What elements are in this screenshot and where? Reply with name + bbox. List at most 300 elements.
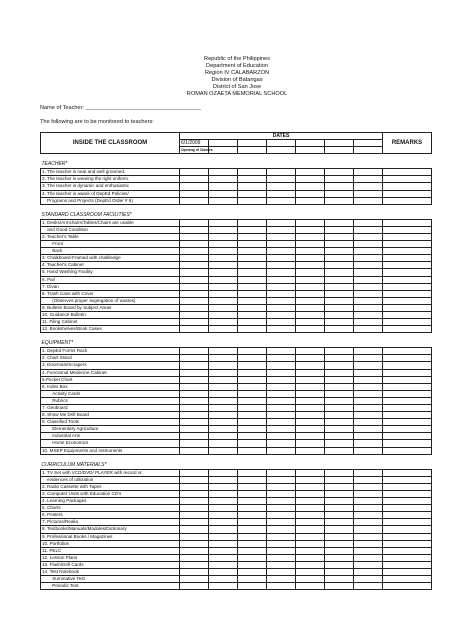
date-check-cell[interactable] (296, 469, 325, 476)
date-check-cell[interactable] (238, 476, 267, 483)
date-check-cell[interactable] (325, 290, 354, 297)
date-check-cell[interactable] (325, 419, 354, 426)
date-check-cell[interactable] (325, 405, 354, 412)
date-check-cell[interactable] (325, 440, 354, 447)
date-check-cell[interactable] (267, 241, 296, 248)
date-check-cell[interactable] (209, 362, 238, 369)
date-check-cell[interactable] (238, 483, 267, 490)
date-check-cell[interactable] (296, 412, 325, 419)
remarks-cell[interactable] (383, 505, 432, 512)
date-check-cell[interactable] (325, 412, 354, 419)
date-check-cell[interactable] (325, 583, 354, 590)
date-check-cell[interactable] (296, 362, 325, 369)
date-check-cell[interactable] (325, 326, 354, 333)
date-check-cell[interactable] (267, 362, 296, 369)
date-check-cell[interactable] (267, 540, 296, 547)
date-check-cell[interactable] (238, 262, 267, 269)
date-check-cell[interactable] (354, 176, 383, 183)
date-check-cell[interactable] (209, 376, 238, 383)
date-check-cell[interactable] (296, 190, 325, 197)
date-check-cell[interactable] (238, 297, 267, 304)
remarks-cell[interactable] (383, 447, 432, 454)
date-check-cell[interactable] (209, 412, 238, 419)
date-check-cell[interactable] (238, 426, 267, 433)
date-check-cell[interactable] (354, 219, 383, 226)
remarks-cell[interactable] (383, 476, 432, 483)
date-check-cell[interactable] (354, 169, 383, 176)
date-check-cell[interactable] (325, 219, 354, 226)
date-check-cell[interactable] (296, 540, 325, 547)
date-check-cell[interactable] (296, 348, 325, 355)
date-check-cell[interactable] (209, 426, 238, 433)
date-check-cell[interactable] (180, 547, 209, 554)
date-check-cell[interactable] (296, 576, 325, 583)
remarks-cell[interactable] (383, 426, 432, 433)
date-check-cell[interactable] (238, 498, 267, 505)
date-check-cell[interactable] (296, 547, 325, 554)
date-check-cell[interactable] (354, 397, 383, 404)
date-check-cell[interactable] (267, 376, 296, 383)
date-check-cell[interactable] (238, 176, 267, 183)
date-check-cell[interactable] (325, 512, 354, 519)
date-check-cell[interactable] (354, 583, 383, 590)
date-check-cell[interactable] (209, 540, 238, 547)
date-check-cell[interactable] (180, 183, 209, 190)
date-check-cell[interactable] (325, 433, 354, 440)
date-check-cell[interactable] (238, 255, 267, 262)
date-check-cell[interactable] (209, 469, 238, 476)
date-check-cell[interactable] (209, 183, 238, 190)
date-check-cell[interactable] (209, 348, 238, 355)
remarks-cell[interactable] (383, 469, 432, 476)
date-check-cell[interactable] (209, 583, 238, 590)
date-check-cell[interactable] (209, 397, 238, 404)
date-check-cell[interactable] (238, 490, 267, 497)
date-check-cell[interactable] (209, 476, 238, 483)
date-check-cell[interactable] (325, 348, 354, 355)
date-check-cell[interactable] (354, 576, 383, 583)
remarks-cell[interactable] (383, 519, 432, 526)
date-check-cell[interactable] (325, 369, 354, 376)
date-check-cell[interactable] (267, 483, 296, 490)
date-check-cell[interactable] (267, 405, 296, 412)
date-check-cell[interactable] (267, 526, 296, 533)
date-check-cell[interactable] (209, 547, 238, 554)
date-check-cell[interactable] (180, 390, 209, 397)
date-check-cell[interactable] (325, 383, 354, 390)
date-check-cell[interactable] (238, 419, 267, 426)
date-check-cell[interactable] (209, 505, 238, 512)
date-check-cell[interactable] (267, 440, 296, 447)
date-check-cell[interactable] (325, 426, 354, 433)
date-check-cell[interactable] (267, 290, 296, 297)
date-check-cell[interactable] (267, 533, 296, 540)
date-check-cell[interactable] (296, 583, 325, 590)
date-check-cell[interactable] (267, 554, 296, 561)
remarks-cell[interactable] (383, 568, 432, 575)
date-check-cell[interactable] (238, 319, 267, 326)
date-check-cell[interactable] (209, 319, 238, 326)
date-check-cell[interactable] (180, 355, 209, 362)
date-check-cell[interactable] (180, 426, 209, 433)
date-check-cell[interactable] (180, 290, 209, 297)
date-check-cell[interactable] (354, 226, 383, 233)
date-check-cell[interactable] (267, 561, 296, 568)
remarks-cell[interactable] (383, 169, 432, 176)
date-check-cell[interactable] (354, 426, 383, 433)
date-check-cell[interactable] (267, 348, 296, 355)
remarks-cell[interactable] (383, 376, 432, 383)
remarks-cell[interactable] (383, 383, 432, 390)
date-check-cell[interactable] (180, 583, 209, 590)
date-check-cell[interactable] (296, 233, 325, 240)
date-check-cell[interactable] (325, 190, 354, 197)
remarks-cell[interactable] (383, 419, 432, 426)
date-check-cell[interactable] (325, 255, 354, 262)
date-check-cell[interactable] (325, 490, 354, 497)
date-check-cell[interactable] (180, 176, 209, 183)
date-check-cell[interactable] (238, 348, 267, 355)
date-check-cell[interactable] (267, 547, 296, 554)
date-check-cell[interactable] (267, 369, 296, 376)
date-check-cell[interactable] (354, 248, 383, 255)
date-check-cell[interactable] (267, 276, 296, 283)
date-check-cell[interactable] (238, 233, 267, 240)
date-check-cell[interactable] (238, 219, 267, 226)
date-check-cell[interactable] (209, 576, 238, 583)
remarks-cell[interactable] (383, 440, 432, 447)
date-check-cell[interactable] (238, 568, 267, 575)
date-check-cell[interactable] (354, 262, 383, 269)
date-check-cell[interactable] (180, 226, 209, 233)
date-check-cell[interactable] (209, 433, 238, 440)
date-check-cell[interactable] (296, 447, 325, 454)
date-check-cell[interactable] (296, 369, 325, 376)
date-check-cell[interactable] (296, 255, 325, 262)
date-check-cell[interactable] (325, 362, 354, 369)
date-check-cell[interactable] (296, 248, 325, 255)
date-check-cell[interactable] (267, 169, 296, 176)
date-check-cell[interactable] (267, 248, 296, 255)
date-check-cell[interactable] (209, 383, 238, 390)
remarks-cell[interactable] (383, 255, 432, 262)
date-check-cell[interactable] (209, 355, 238, 362)
date-check-cell[interactable] (296, 311, 325, 318)
date-check-cell[interactable] (296, 512, 325, 519)
date-check-cell[interactable] (296, 505, 325, 512)
date-check-cell[interactable] (180, 319, 209, 326)
date-check-cell[interactable] (180, 369, 209, 376)
date-check-cell[interactable] (354, 190, 383, 197)
date-check-cell[interactable] (325, 241, 354, 248)
date-check-cell[interactable] (238, 248, 267, 255)
date-check-cell[interactable] (296, 262, 325, 269)
date-check-cell[interactable] (354, 526, 383, 533)
date-check-cell[interactable] (354, 383, 383, 390)
remarks-cell[interactable] (383, 561, 432, 568)
date-check-cell[interactable] (209, 241, 238, 248)
remarks-cell[interactable] (383, 190, 432, 197)
date-check-cell[interactable] (180, 419, 209, 426)
date-check-cell[interactable] (325, 183, 354, 190)
date-check-cell[interactable] (354, 390, 383, 397)
date-check-cell[interactable] (354, 540, 383, 547)
date-check-cell[interactable] (325, 376, 354, 383)
date-check-cell[interactable] (267, 233, 296, 240)
date-check-cell[interactable] (209, 369, 238, 376)
date-check-cell[interactable] (180, 269, 209, 276)
date-check-cell[interactable] (296, 440, 325, 447)
date-check-cell[interactable] (354, 547, 383, 554)
date-check-cell[interactable] (354, 412, 383, 419)
date-check-cell[interactable] (296, 426, 325, 433)
date-check-cell[interactable] (180, 412, 209, 419)
remarks-cell[interactable] (383, 348, 432, 355)
date-check-cell[interactable] (209, 290, 238, 297)
date-check-cell[interactable] (180, 219, 209, 226)
remarks-cell[interactable] (383, 297, 432, 304)
date-check-cell[interactable] (267, 355, 296, 362)
date-check-cell[interactable] (180, 248, 209, 255)
date-check-cell[interactable] (354, 376, 383, 383)
date-check-cell[interactable] (238, 326, 267, 333)
date-check-cell[interactable] (180, 512, 209, 519)
date-check-cell[interactable] (354, 447, 383, 454)
date-check-cell[interactable] (296, 290, 325, 297)
date-check-cell[interactable] (238, 583, 267, 590)
date-check-cell[interactable] (296, 241, 325, 248)
date-check-cell[interactable] (325, 568, 354, 575)
date-check-cell[interactable] (354, 326, 383, 333)
date-check-cell[interactable] (267, 283, 296, 290)
remarks-cell[interactable] (383, 248, 432, 255)
remarks-cell[interactable] (383, 326, 432, 333)
date-check-cell[interactable] (238, 190, 267, 197)
date-check-cell[interactable] (209, 226, 238, 233)
date-check-cell[interactable] (267, 476, 296, 483)
date-check-cell[interactable] (267, 176, 296, 183)
date-check-cell[interactable] (180, 348, 209, 355)
date-check-cell[interactable] (267, 297, 296, 304)
date-check-cell[interactable] (325, 526, 354, 533)
date-check-cell[interactable] (238, 383, 267, 390)
date-check-cell[interactable] (238, 512, 267, 519)
date-check-cell[interactable] (238, 576, 267, 583)
date-check-cell[interactable] (180, 447, 209, 454)
date-check-cell[interactable] (180, 433, 209, 440)
date-check-cell[interactable] (209, 526, 238, 533)
remarks-cell[interactable] (383, 304, 432, 311)
date-check-cell[interactable] (180, 554, 209, 561)
date-check-cell[interactable] (180, 304, 209, 311)
date-check-cell[interactable] (325, 547, 354, 554)
remarks-cell[interactable] (383, 319, 432, 326)
date-check-cell[interactable] (209, 219, 238, 226)
remarks-cell[interactable] (383, 554, 432, 561)
date-check-cell[interactable] (354, 512, 383, 519)
date-check-cell[interactable] (325, 319, 354, 326)
date-check-cell[interactable] (267, 505, 296, 512)
remarks-cell[interactable] (383, 219, 432, 226)
date-check-cell[interactable] (209, 440, 238, 447)
date-check-cell[interactable] (325, 297, 354, 304)
date-check-cell[interactable] (354, 241, 383, 248)
date-check-cell[interactable] (296, 433, 325, 440)
date-check-cell[interactable] (325, 397, 354, 404)
date-check-cell[interactable] (267, 583, 296, 590)
date-check-cell[interactable] (354, 533, 383, 540)
remarks-cell[interactable] (383, 490, 432, 497)
remarks-cell[interactable] (383, 483, 432, 490)
date-check-cell[interactable] (325, 469, 354, 476)
date-check-cell[interactable] (238, 561, 267, 568)
date-check-cell[interactable] (354, 369, 383, 376)
date-check-cell[interactable] (296, 568, 325, 575)
date-check-cell[interactable] (209, 326, 238, 333)
date-check-cell[interactable] (267, 519, 296, 526)
date-check-cell[interactable] (354, 283, 383, 290)
date-check-cell[interactable] (238, 304, 267, 311)
date-check-cell[interactable] (180, 362, 209, 369)
date-check-cell[interactable] (238, 283, 267, 290)
remarks-cell[interactable] (383, 176, 432, 183)
date-check-cell[interactable] (325, 197, 354, 204)
date-check-cell[interactable] (209, 262, 238, 269)
date-check-cell[interactable] (267, 326, 296, 333)
date-check-cell[interactable] (267, 433, 296, 440)
date-check-cell[interactable] (238, 376, 267, 383)
date-check-cell[interactable] (209, 419, 238, 426)
remarks-cell[interactable] (383, 547, 432, 554)
date-check-cell[interactable] (267, 498, 296, 505)
date-check-cell[interactable] (296, 319, 325, 326)
remarks-cell[interactable] (383, 226, 432, 233)
date-check-cell[interactable] (180, 241, 209, 248)
date-check-cell[interactable] (180, 283, 209, 290)
date-check-cell[interactable] (296, 483, 325, 490)
date-check-cell[interactable] (209, 483, 238, 490)
remarks-cell[interactable] (383, 512, 432, 519)
date-check-cell[interactable] (238, 554, 267, 561)
date-check-cell[interactable] (267, 426, 296, 433)
date-check-cell[interactable] (180, 533, 209, 540)
date-check-cell[interactable] (296, 226, 325, 233)
date-check-cell[interactable] (180, 233, 209, 240)
date-check-cell[interactable] (296, 533, 325, 540)
date-check-cell[interactable] (267, 447, 296, 454)
date-check-cell[interactable] (209, 519, 238, 526)
date-check-cell[interactable] (180, 405, 209, 412)
date-check-cell[interactable] (180, 190, 209, 197)
remarks-cell[interactable] (383, 276, 432, 283)
date-check-cell[interactable] (238, 276, 267, 283)
date-check-cell[interactable] (180, 326, 209, 333)
date-check-cell[interactable] (238, 433, 267, 440)
date-check-cell[interactable] (325, 304, 354, 311)
date-check-cell[interactable] (209, 255, 238, 262)
remarks-cell[interactable] (383, 498, 432, 505)
date-check-cell[interactable] (325, 519, 354, 526)
date-check-cell[interactable] (296, 376, 325, 383)
date-check-cell[interactable] (180, 397, 209, 404)
date-check-cell[interactable] (180, 376, 209, 383)
date-check-cell[interactable] (238, 519, 267, 526)
date-check-cell[interactable] (238, 397, 267, 404)
date-check-cell[interactable] (354, 290, 383, 297)
remarks-cell[interactable] (383, 290, 432, 297)
date-check-cell[interactable] (238, 241, 267, 248)
date-check-cell[interactable] (325, 576, 354, 583)
date-check-cell[interactable] (325, 233, 354, 240)
date-check-cell[interactable] (180, 297, 209, 304)
date-check-cell[interactable] (180, 519, 209, 526)
date-check-cell[interactable] (267, 419, 296, 426)
date-check-cell[interactable] (180, 576, 209, 583)
date-check-cell[interactable] (325, 226, 354, 233)
date-check-cell[interactable] (209, 276, 238, 283)
date-check-cell[interactable] (325, 505, 354, 512)
date-check-cell[interactable] (325, 355, 354, 362)
date-check-cell[interactable] (354, 469, 383, 476)
date-check-cell[interactable] (209, 498, 238, 505)
remarks-cell[interactable] (383, 583, 432, 590)
date-check-cell[interactable] (354, 304, 383, 311)
date-check-cell[interactable] (238, 355, 267, 362)
date-check-cell[interactable] (354, 269, 383, 276)
date-check-cell[interactable] (238, 369, 267, 376)
date-check-cell[interactable] (209, 269, 238, 276)
date-check-cell[interactable] (209, 490, 238, 497)
date-check-cell[interactable] (296, 490, 325, 497)
date-check-cell[interactable] (354, 490, 383, 497)
date-check-cell[interactable] (354, 255, 383, 262)
date-check-cell[interactable] (209, 447, 238, 454)
date-check-cell[interactable] (209, 311, 238, 318)
remarks-cell[interactable] (383, 311, 432, 318)
date-check-cell[interactable] (267, 512, 296, 519)
date-check-cell[interactable] (296, 276, 325, 283)
date-check-cell[interactable] (238, 505, 267, 512)
date-check-cell[interactable] (354, 276, 383, 283)
date-check-cell[interactable] (209, 512, 238, 519)
remarks-cell[interactable] (383, 241, 432, 248)
remarks-cell[interactable] (383, 533, 432, 540)
remarks-cell[interactable] (383, 369, 432, 376)
date-check-cell[interactable] (180, 568, 209, 575)
date-check-cell[interactable] (354, 505, 383, 512)
date-check-cell[interactable] (209, 561, 238, 568)
remarks-cell[interactable] (383, 540, 432, 547)
date-check-cell[interactable] (325, 561, 354, 568)
date-check-cell[interactable] (267, 304, 296, 311)
remarks-cell[interactable] (383, 183, 432, 190)
remarks-cell[interactable] (383, 362, 432, 369)
date-check-cell[interactable] (238, 226, 267, 233)
date-check-cell[interactable] (267, 219, 296, 226)
date-check-cell[interactable] (238, 405, 267, 412)
date-check-cell[interactable] (296, 176, 325, 183)
date-check-cell[interactable] (238, 469, 267, 476)
date-check-cell[interactable] (180, 526, 209, 533)
date-check-cell[interactable] (209, 176, 238, 183)
date-check-cell[interactable] (296, 561, 325, 568)
date-check-cell[interactable] (267, 311, 296, 318)
date-check-cell[interactable] (325, 533, 354, 540)
date-check-cell[interactable] (180, 483, 209, 490)
date-check-cell[interactable] (209, 533, 238, 540)
date-check-cell[interactable] (238, 169, 267, 176)
date-check-cell[interactable] (238, 197, 267, 204)
